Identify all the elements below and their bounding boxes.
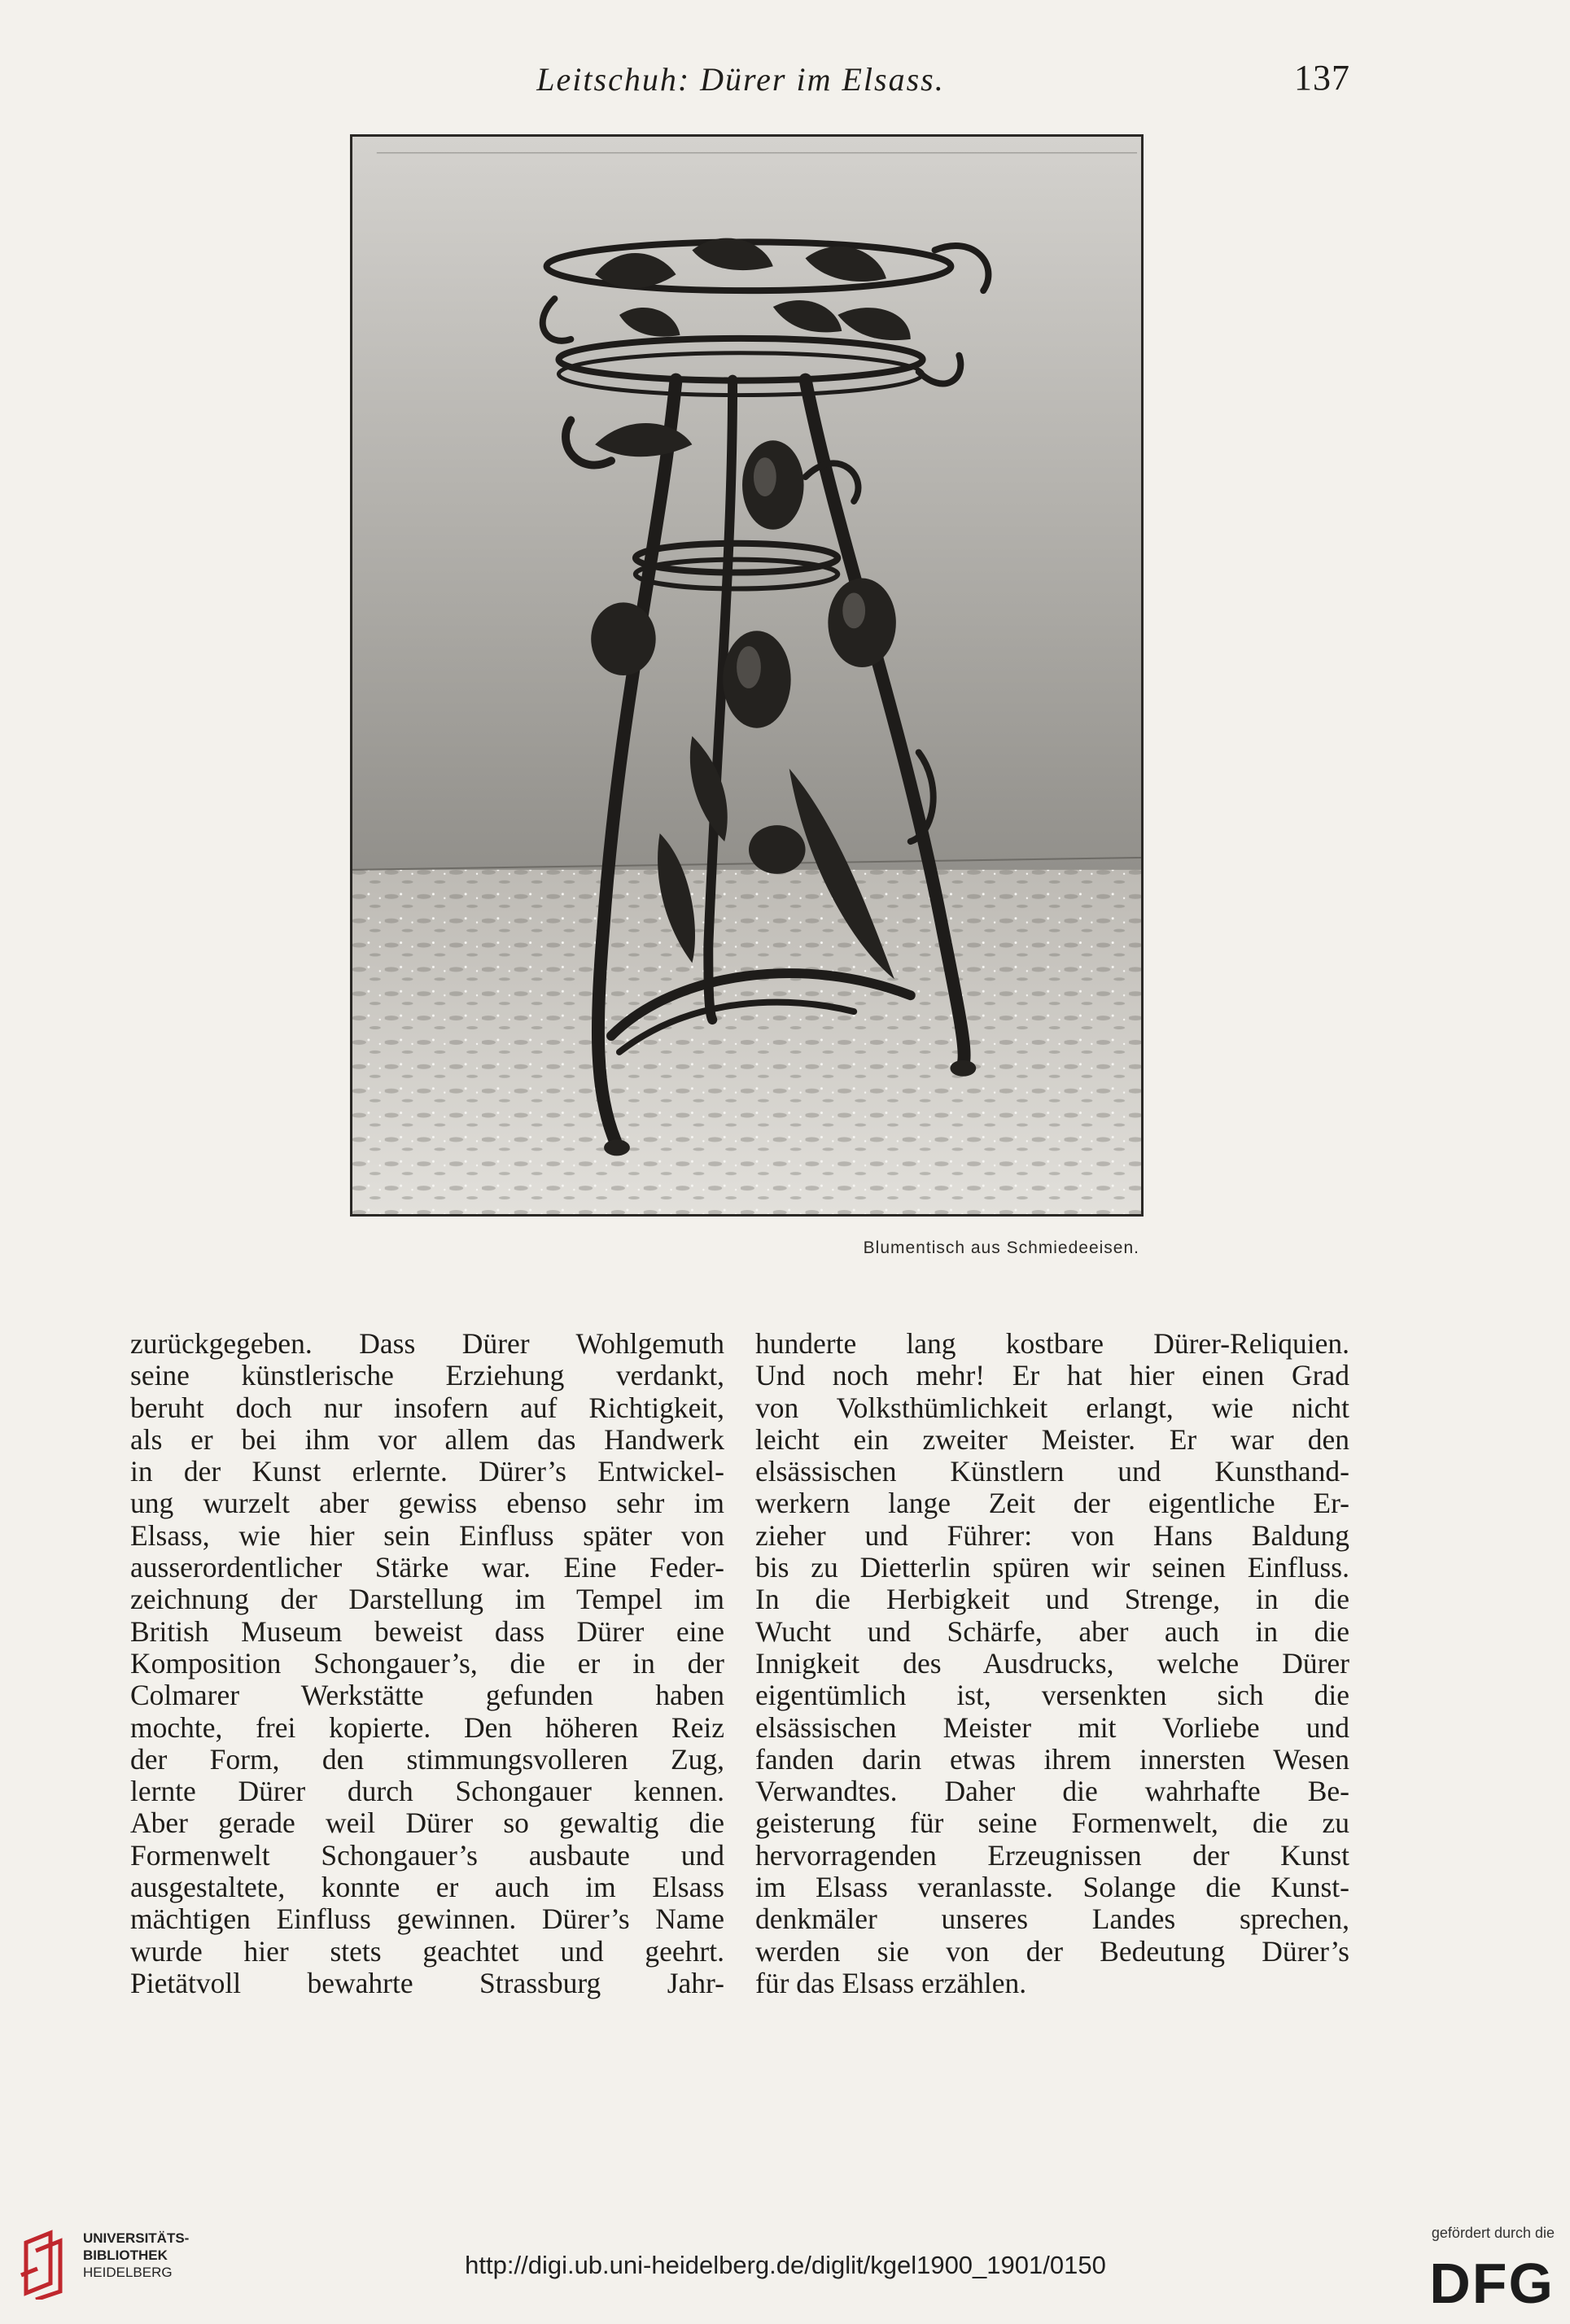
library-name-line1: UNIVERSITÄTS- (83, 2230, 190, 2246)
text-line: Colmarer Werkstätte gefunden haben (130, 1679, 724, 1712)
digitization-footer (0, 2197, 1570, 2324)
text-line: Pietätvoll bewahrte Strassburg Jahr- (130, 1966, 724, 1999)
funding-note: gefördert durch die (1431, 2225, 1555, 2241)
text-line: geisterung für seine Formenwelt, die zu (755, 1806, 1349, 1840)
text-line: als er bei ihm vor allem das Handwerk (130, 1422, 724, 1456)
text-line: In die Herbigkeit und Strenge, in die (755, 1583, 1349, 1616)
text-line: Elsass, wie hier sein Einfluss später von (130, 1518, 724, 1552)
text-line: hunderte lang kostbare Dürer-Reliquien. (755, 1327, 1349, 1360)
text-line: mächtigen Einfluss gewinnen. Dürer’s Name (130, 1902, 724, 1936)
library-name-line2: BIBLIOTHEK (83, 2248, 168, 2263)
flower-stand-illustration (352, 137, 1141, 1214)
text-line: denkmäler unseres Landes sprechen, (755, 1902, 1349, 1936)
text-line: leicht ein zweiter Meister. Er war den (755, 1422, 1349, 1456)
text-line: ung wurzelt aber gewiss ebenso sehr im (130, 1487, 724, 1520)
text-line: mochte, frei kopierte. Den höheren Reiz (130, 1710, 724, 1744)
running-head (0, 57, 1570, 106)
text-line: Komposition Schongauer’s, die er in der (130, 1646, 724, 1680)
text-line: zurückgegeben. Dass Dürer Wohlgemuth (130, 1327, 724, 1360)
text-line: von Volksthümlichkeit erlangt, wie nicht (755, 1391, 1349, 1424)
text-line: im Elsass veranlasste. Solange die Kunst- (755, 1871, 1349, 1904)
text-line: Und noch mehr! Er hat hier einen Grad (755, 1359, 1349, 1392)
body-column-right (755, 1328, 1349, 1999)
text-line: lernte Dürer durch Schongauer kennen. (130, 1775, 724, 1808)
text-line: beruht doch nur insofern auf Richtigkeit, (130, 1391, 724, 1424)
library-name (83, 2230, 189, 2281)
permalink-url[interactable]: http://digi.ub.uni-heidelberg.de/diglit/kgel1900_1901/0150 (465, 2251, 1106, 2279)
text-line: ausgestaltete, konnte er auch im Elsass (130, 1871, 724, 1904)
text-line: wurde hier stets geachtet und geehrt. (130, 1934, 724, 1968)
text-line: bis zu Dietterlin spüren wir seinen Einfluss. (755, 1551, 1349, 1584)
dfg-logo: DFG (1429, 2252, 1555, 2315)
text-line: elsässischen Künstlern und Kunsthand- (755, 1455, 1349, 1488)
text-line: Wucht und Schärfe, aber auch in die (755, 1614, 1349, 1648)
text-line: für das Elsass erzählen. (755, 1966, 1027, 1999)
running-title: Leitschuh: Dürer im Elsass. (536, 61, 945, 98)
text-line: Aber gerade weil Dürer so gewaltig die (130, 1806, 724, 1840)
text-line: zieher und Führer: von Hans Baldung (755, 1518, 1349, 1552)
text-line: in der Kunst erlernte. Dürer’s Entwickel- (130, 1455, 724, 1488)
library-city: HEIDELBERG (83, 2265, 173, 2280)
text-line: zeichnung der Darstellung im Tempel im (130, 1583, 724, 1616)
text-line: fanden darin etwas ihrem innersten Wesen (755, 1742, 1349, 1776)
text-line: Verwandtes. Daher die wahrhafte Be- (755, 1775, 1349, 1808)
page-number: 137 (1294, 58, 1350, 98)
text-line: elsässischen Meister mit Vorliebe und (755, 1710, 1349, 1744)
text-line: seine künstlerische Erziehung verdankt, (130, 1359, 724, 1392)
text-line: ausserordentlicher Stärke war. Eine Feder- (130, 1551, 724, 1584)
text-line: werden sie von der Bedeutung Dürer’s (755, 1934, 1349, 1968)
text-line: der Form, den stimmungsvolleren Zug, (130, 1742, 724, 1776)
text-line: British Museum beweist dass Dürer eine (130, 1614, 724, 1648)
figure-photograph (350, 134, 1144, 1217)
text-line: werkern lange Zeit der eigentliche Er- (755, 1487, 1349, 1520)
library-logo-icon (18, 2226, 70, 2300)
text-line: eigentümlich ist, versenkten sich die (755, 1679, 1349, 1712)
body-column-left (130, 1328, 724, 1999)
text-line: Formenwelt Schongauer’s ausbaute und (130, 1838, 724, 1872)
text-line: Innigkeit des Ausdrucks, welche Dürer (755, 1646, 1349, 1680)
figure-caption: Blumentisch aus Schmiedeeisen. (863, 1238, 1139, 1257)
text-line: hervorragenden Erzeugnissen der Kunst (755, 1838, 1349, 1872)
